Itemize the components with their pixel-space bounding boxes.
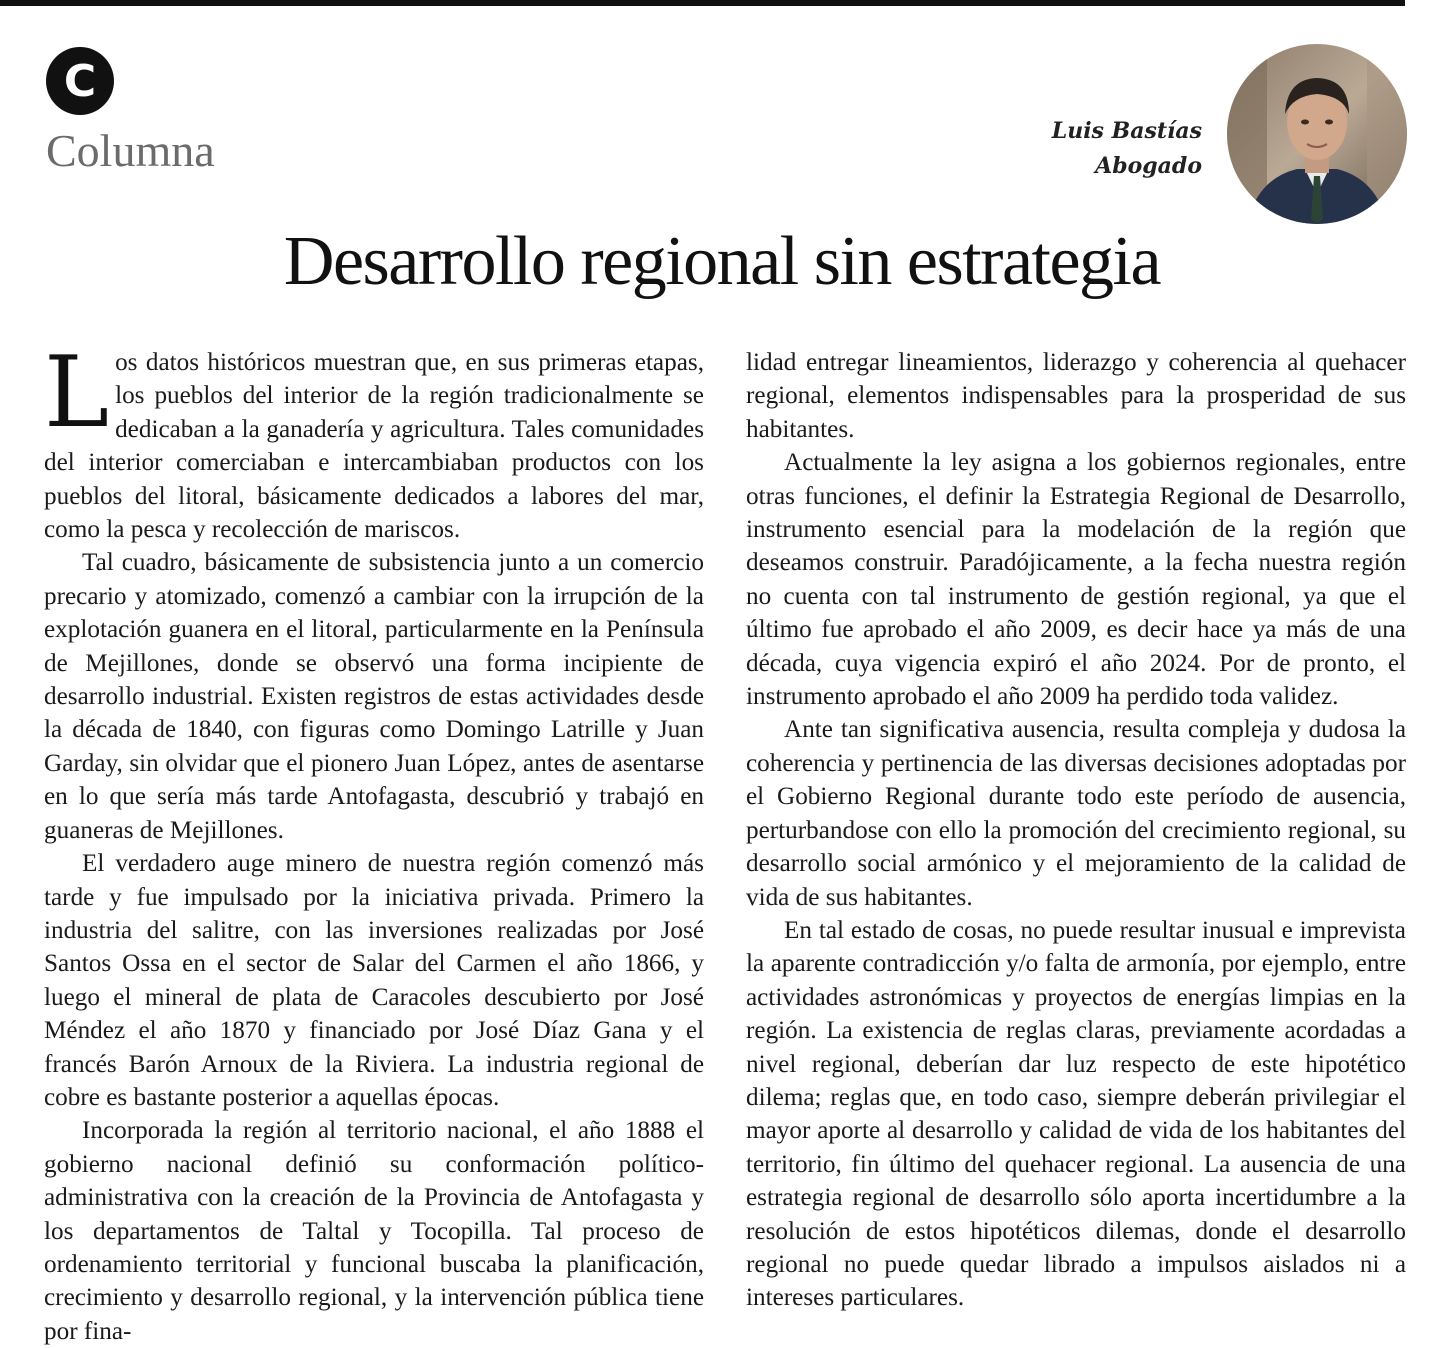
paragraph: Actualmente la ley asigna a los gobiernos regionales, entre otras funciones, el definir la Estrategia Regional de Desarrollo, instrumento esencial para la modelación de la región que deseamos construir. Paradójicamente, a la fecha nuestra región no cuenta con tal instrumento de gestión regional, ya que el último fue aprobado el año 2009, es decir hace ya más de una década, cuya vigencia expiró el año 2024. Por de pronto, el instrumento aprobado el año 2009 ha perdido toda validez. [746,449,1406,711]
paragraph: Ante tan significativa ausencia, resulta compleja y dudosa la coherencia y pertinencia de las diversas decisiones adoptadas por el Gobierno Regional durante todo este período de ausencia, perturbandose con ello la promoción del crecimiento regional, su desarrollo social armónico y el mejoramiento de la calidad de vida de sus habitantes. [746,716,1406,911]
badge-letter: C [63,55,97,107]
article-title: Desarrollo regional sin estrategia [283,223,1161,300]
column-badge-icon [46,47,114,115]
paragraph [44,336,704,546]
top-rule [0,0,1405,6]
author-name: Luis Bastías [1051,118,1202,144]
article-column-right [746,346,1406,1315]
author-role: Abogado [1095,153,1202,179]
drop-cap: L [44,336,110,450]
paragraph: lidad entregar lineamientos, liderazgo y coherencia al quehacer regional, elementos indispensables para la prosperidad de sus habitantes. [746,349,1406,443]
byline [1052,114,1202,184]
paragraph: El verdadero auge minero de nuestra región comenzó más tarde y fue impulsado por la iniciativa privada. Primero la industria del salitre, con las inversiones realizadas por José Santos Ossa en el sector de Salar del Carmen el año 1866, y luego el mineral de plata de Caracoles descubierto por José Méndez el año 1870 y financiado por José Díaz Gana y el francés Barón Arnoux de la Riviera. La industria regional de cobre es bastante posterior a aquellas épocas. [44,850,704,1111]
article-column-left [44,336,704,1348]
author-portrait [1227,44,1407,224]
paragraph: Tal cuadro, básicamente de subsistencia junto a un comercio precario y atomizado, comenzó a cambiar con la irrupción de la explotación guanera en el litoral, particularmente en la Península de Mejillones, donde se observó una forma incipiente de desarrollo industrial. Existen registros de estas actividades desde la década de 1840, con figuras como Domingo Latrille y Juan Garday, sin olvidar que el pionero Juan López, antes de asentarse en lo que sería más tarde Antofagasta, descubrió y trabajó en guaneras de Mejillones. [44,549,704,844]
section-label: Columna [46,125,215,176]
paragraph-text: os datos históricos muestran que, en sus primeras etapas, los pueblos del interior de la región tradicionalmente se dedicaban a la ganadería y agricultura. Tales comunidades del interior comerciaban e intercambiaban productos con los pueblos del litoral, básicamente dedicados a labores del mar, como la pesca y recolección de mariscos. [44,349,704,544]
paragraph: En tal estado de cosas, no puede resultar inusual e imprevista la aparente contradicción y/o falta de armonía, por ejemplo, entre actividades astronómicas y proyectos de energías limpias en la región. La existencia de reglas claras, previamente acordadas a nivel regional, deberían dar luz respecto de este hipotético dilema; reglas que, en todo caso, siempre deberán privilegiar el mayor aporte al desarrollo y calidad de vida de los habitantes del territorio, fin último del quehacer regional. La ausencia de una estrategia regional de desarrollo sólo aporta incertidumbre a la resolución de estos hipotéticos dilemas, donde el desarrollo regional no puede quedar librado a impulsos aislados ni a intereses particulares. [746,916,1406,1312]
paragraph: Incorporada la región al territorio nacional, el año 1888 el gobierno nacional definió su conformación político-administrativa con la creación de la Provincia de Antofagasta y los departamentos de Taltal y Tocopilla. Tal proceso de ordenamiento territorial y funcional buscaba la planificación, crecimiento y desarrollo regional, y la intervención pública tiene por fina- [44,1117,704,1345]
